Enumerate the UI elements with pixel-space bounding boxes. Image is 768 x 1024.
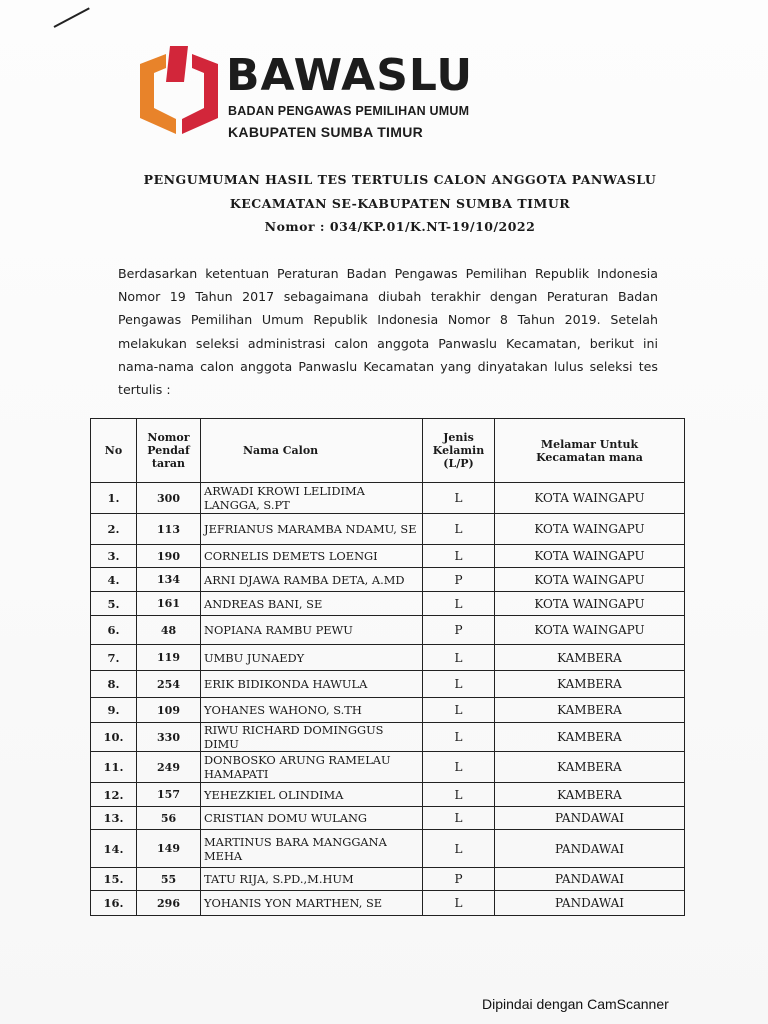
candidate-gender: P	[423, 868, 495, 891]
row-number: 4.	[91, 568, 137, 592]
candidate-district: KOTA WAINGAPU	[495, 592, 685, 616]
pen-mark	[54, 7, 90, 28]
table-row	[91, 783, 685, 807]
registration-number: 48	[137, 616, 201, 645]
candidate-name: YEHEZKIEL OLINDIMA	[201, 783, 423, 807]
table-row	[91, 891, 685, 916]
candidate-gender: L	[423, 514, 495, 545]
table-header-row	[91, 419, 685, 483]
candidate-name: CORNELIS DEMETS LOENGI	[201, 545, 423, 568]
registration-number: 113	[137, 514, 201, 545]
registration-number: 296	[137, 891, 201, 916]
candidate-gender: L	[423, 783, 495, 807]
candidate-district: KAMBERA	[495, 645, 685, 671]
candidate-name: ANDREAS BANI, SE	[201, 592, 423, 616]
row-number: 13.	[91, 807, 137, 830]
row-number: 12.	[91, 783, 137, 807]
candidate-gender: L	[423, 645, 495, 671]
candidate-name: NOPIANA RAMBU PEWU	[201, 616, 423, 645]
candidate-district: PANDAWAI	[495, 868, 685, 891]
table-row	[91, 723, 685, 752]
candidate-name: DONBOSKO ARUNG RAMELAU HAMAPATI	[201, 752, 423, 783]
table-row	[91, 568, 685, 592]
candidate-name: JEFRIANUS MARAMBA NDAMU, SE	[201, 514, 423, 545]
logo-region: KABUPATEN SUMBA TIMUR	[228, 124, 424, 140]
table-row	[91, 830, 685, 868]
candidate-gender: L	[423, 592, 495, 616]
candidate-gender: L	[423, 891, 495, 916]
table-row	[91, 671, 685, 698]
candidate-district: KAMBERA	[495, 698, 685, 723]
table-row	[91, 545, 685, 568]
candidate-gender: L	[423, 723, 495, 752]
row-number: 3.	[91, 545, 137, 568]
table-row	[91, 483, 685, 514]
table-row	[91, 645, 685, 671]
candidate-name: TATU RIJA, S.PD.,M.HUM	[201, 868, 423, 891]
row-number: 5.	[91, 592, 137, 616]
row-number: 8.	[91, 671, 137, 698]
candidate-district: KOTA WAINGAPU	[495, 545, 685, 568]
registration-number: 109	[137, 698, 201, 723]
row-number: 15.	[91, 868, 137, 891]
registration-number: 249	[137, 752, 201, 783]
candidate-gender: L	[423, 545, 495, 568]
registration-number: 55	[137, 868, 201, 891]
candidate-gender: P	[423, 616, 495, 645]
row-number: 9.	[91, 698, 137, 723]
intro-paragraph: Berdasarkan ketentuan Peraturan Badan Pengawas Pemilihan Republik Indonesia Nomor 19 Tahun 2017 sebagaimana diubah terakhir dengan Peraturan Badan Pengawas Pemilihan Umum Republik Indonesia Nomor 8 Tahun 2019. Setelah melakukan seleksi administrasi calon anggota Panwaslu Kecamatan, berikut ini nama-nama calon anggota Panwaslu Kecamatan yang dinyatakan lulus seleksi tes tertulis :	[118, 266, 658, 398]
bawaslu-logo-icon	[136, 42, 222, 138]
candidate-name: ERIK BIDIKONDA HAWULA	[201, 671, 423, 698]
candidate-gender: L	[423, 671, 495, 698]
header-district: Melamar Untuk Kecamatan mana	[495, 419, 685, 483]
candidate-district: PANDAWAI	[495, 891, 685, 916]
table-row	[91, 514, 685, 545]
row-number: 10.	[91, 723, 137, 752]
registration-number: 157	[137, 783, 201, 807]
table-row	[91, 698, 685, 723]
announcement-title: PENGUMUMAN HASIL TES TERTULIS CALON ANGGOTA PANWASLU	[143, 172, 657, 187]
logo-wordmark: BAWASLU	[226, 50, 474, 101]
header-registration-number: Nomor Pendaf taran	[137, 419, 201, 483]
candidate-gender: P	[423, 568, 495, 592]
table-row	[91, 807, 685, 830]
candidate-gender: L	[423, 752, 495, 783]
candidate-name: CRISTIAN DOMU WULANG	[201, 807, 423, 830]
registration-number: 190	[137, 545, 201, 568]
candidate-gender: L	[423, 698, 495, 723]
candidates-table	[90, 418, 685, 916]
candidate-name: ARNI DJAWA RAMBA DETA, A.MD	[201, 568, 423, 592]
candidate-name: RIWU RICHARD DOMINGGUS DIMU	[201, 723, 423, 752]
candidate-name: YOHANIS YON MARTHEN, SE	[201, 891, 423, 916]
table-row	[91, 592, 685, 616]
candidate-name: YOHANES WAHONO, S.TH	[201, 698, 423, 723]
row-number: 1.	[91, 483, 137, 514]
registration-number: 161	[137, 592, 201, 616]
candidate-gender: L	[423, 830, 495, 868]
registration-number: 134	[137, 568, 201, 592]
candidate-district: KOTA WAINGAPU	[495, 568, 685, 592]
header-gender: Jenis Kelamin (L/P)	[423, 419, 495, 483]
row-number: 6.	[91, 616, 137, 645]
row-number: 16.	[91, 891, 137, 916]
candidate-district: KOTA WAINGAPU	[495, 514, 685, 545]
announcement-subtitle: KECAMATAN SE-KABUPATEN SUMBA TIMUR	[229, 196, 571, 211]
candidate-district: KOTA WAINGAPU	[495, 483, 685, 514]
row-number: 11.	[91, 752, 137, 783]
candidate-district: PANDAWAI	[495, 807, 685, 830]
registration-number: 119	[137, 645, 201, 671]
logo-subtitle: BADAN PENGAWAS PEMILIHAN UMUM	[228, 104, 470, 118]
candidate-district: KAMBERA	[495, 671, 685, 698]
header-no: No	[91, 419, 137, 483]
announcement-number: Nomor : 034/KP.01/K.NT-19/10/2022	[264, 219, 536, 234]
candidate-gender: L	[423, 483, 495, 514]
registration-number: 56	[137, 807, 201, 830]
registration-number: 300	[137, 483, 201, 514]
registration-number: 149	[137, 830, 201, 868]
registration-number: 330	[137, 723, 201, 752]
registration-number: 254	[137, 671, 201, 698]
table-row	[91, 868, 685, 891]
row-number: 14.	[91, 830, 137, 868]
candidate-district: KOTA WAINGAPU	[495, 616, 685, 645]
header-candidate-name: Nama Calon	[201, 419, 423, 483]
candidate-name: MARTINUS BARA MANGGANA MEHA	[201, 830, 423, 868]
table-row	[91, 616, 685, 645]
candidate-district: KAMBERA	[495, 752, 685, 783]
row-number: 7.	[91, 645, 137, 671]
candidate-name: UMBU JUNAEDY	[201, 645, 423, 671]
candidate-gender: L	[423, 807, 495, 830]
candidate-name: ARWADI KROWI LELIDIMA LANGGA, S.PT	[201, 483, 423, 514]
scanner-watermark: Dipindai dengan CamScanner	[482, 996, 669, 1012]
candidate-district: PANDAWAI	[495, 830, 685, 868]
candidate-district: KAMBERA	[495, 723, 685, 752]
table-row	[91, 752, 685, 783]
candidate-district: KAMBERA	[495, 783, 685, 807]
row-number: 2.	[91, 514, 137, 545]
